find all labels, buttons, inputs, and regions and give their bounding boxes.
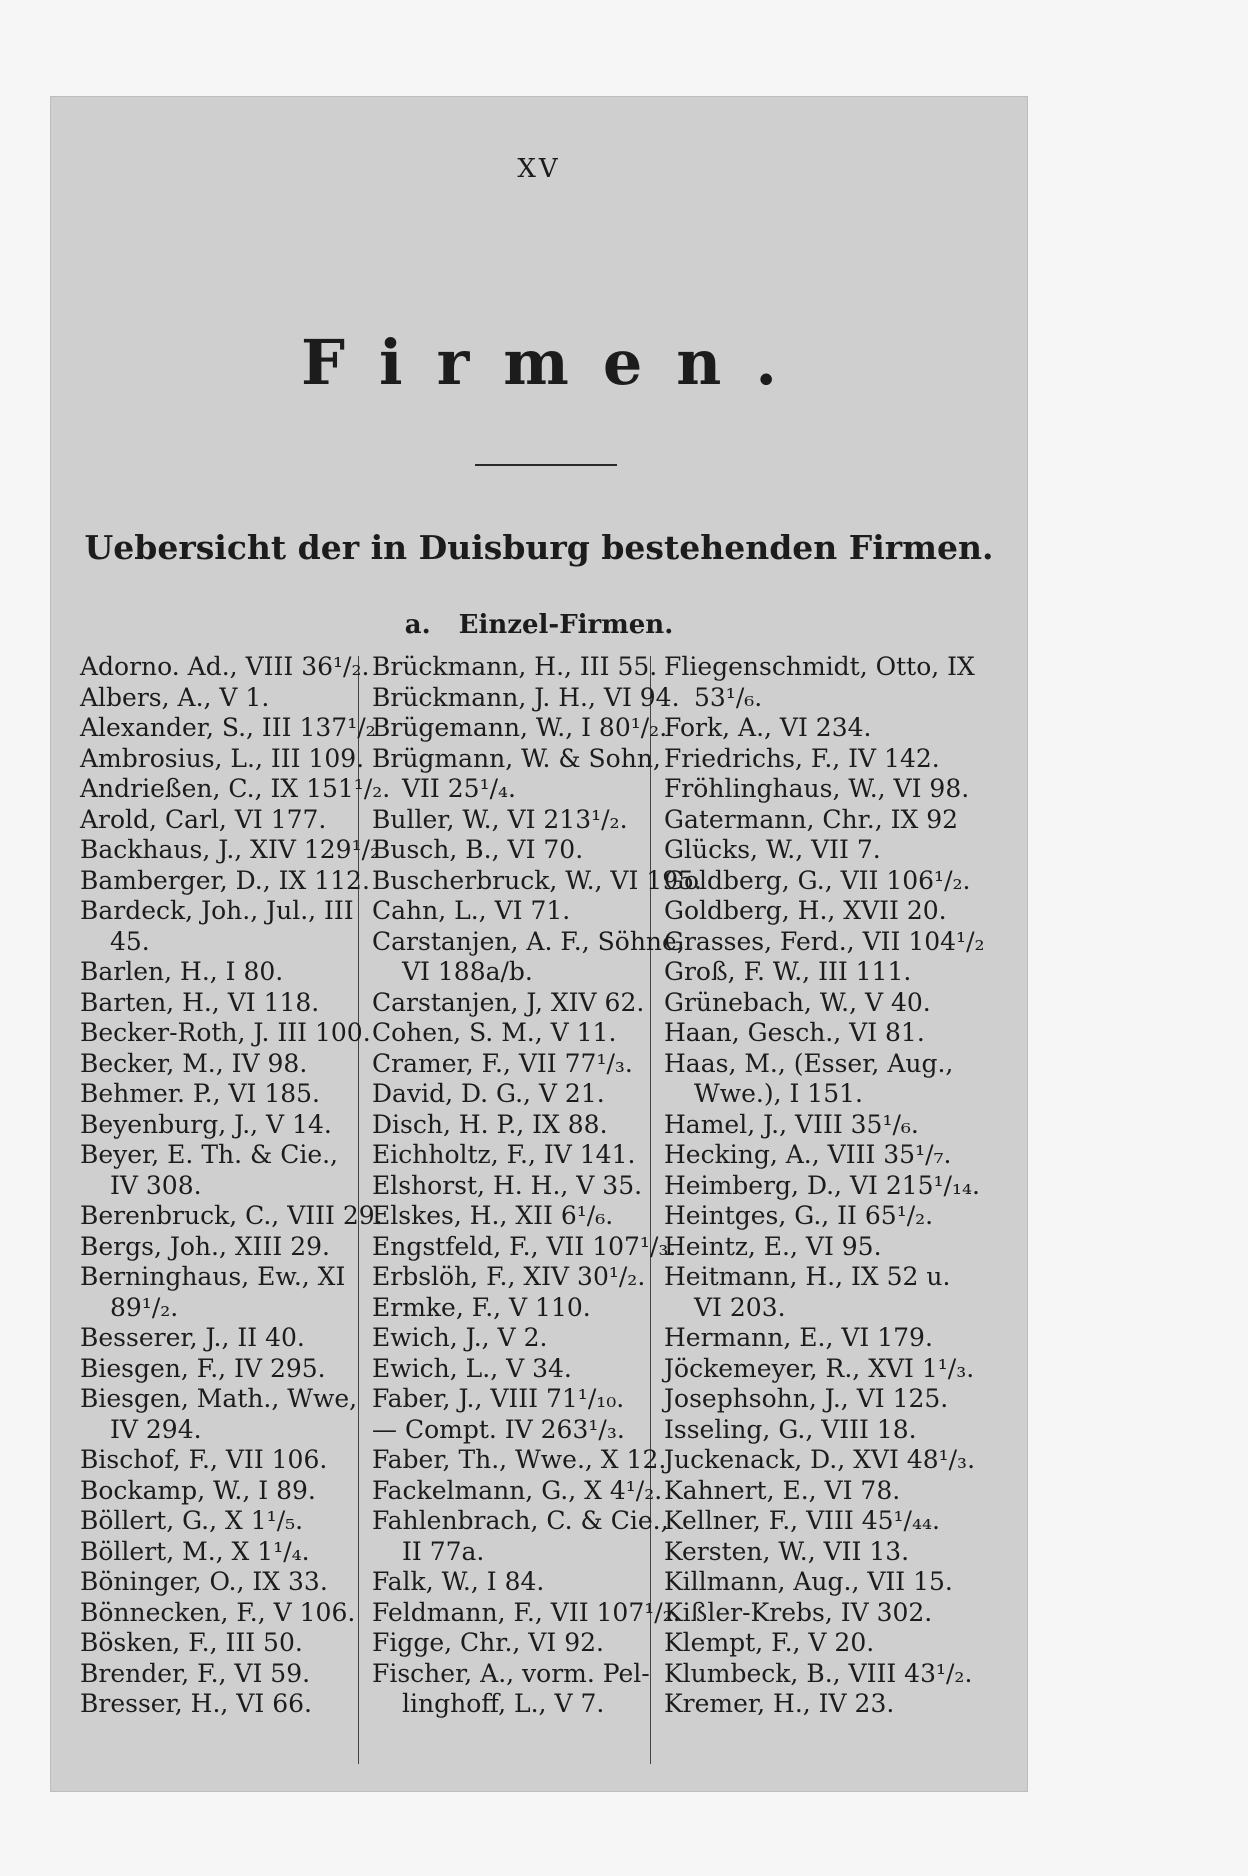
firm-entry	[664, 957, 970, 988]
firm-entry-text: Kißler-Krebs, IV 302.	[664, 1597, 933, 1627]
firm-entry-text: Barten, H., VI 118.	[80, 987, 320, 1017]
firm-entry	[80, 1323, 342, 1354]
firm-entry	[664, 774, 970, 805]
firm-entry-text: — Compt. IV 263¹/₃.	[372, 1414, 625, 1444]
firm-entry	[372, 1506, 669, 1567]
firm-entry-text: Kremer, H., IV 23.	[664, 1689, 895, 1718]
firm-entry	[664, 866, 970, 897]
firm-entry	[664, 1201, 970, 1232]
firm-entry-continuation: 45.	[110, 926, 150, 956]
firm-entry-text: Friedrichs, F., IV 142.	[664, 743, 940, 773]
firm-entry	[372, 1628, 634, 1659]
firm-entry-text: Bönnecken, F., V 106.	[80, 1597, 356, 1627]
firm-entry	[80, 1018, 371, 1049]
firm-entry-text: Klumbeck, B., VIII 43¹/₂.	[664, 1658, 973, 1688]
firm-entry-text: Biesgen, F., IV 295.	[80, 1353, 326, 1383]
firm-entry	[372, 1231, 677, 1263]
firm-entry-text: Eichholtz, F., IV 141.	[372, 1140, 636, 1169]
firm-entry-continuation: linghoff, L., V 7.	[402, 1689, 605, 1718]
firm-entry-text: Brügemann, W., I 80¹/₂.	[372, 713, 668, 742]
firm-entry-text: Kahnert, E., VI 78.	[664, 1475, 901, 1505]
firm-entry-text: Berninghaus, Ew., XI	[80, 1262, 346, 1291]
firm-entry	[664, 1170, 980, 1202]
firm-entry	[664, 926, 985, 958]
firm-entry	[372, 1170, 643, 1202]
firm-entry-text: Kersten, W., VII 13.	[664, 1536, 910, 1566]
firm-entry-text: Faber, J., VIII 71¹/₁₀.	[372, 1384, 625, 1413]
firm-entry-text: Albers, A., V 1.	[80, 682, 270, 712]
firm-entry-text: Heitmann, H., IX 52 u.	[664, 1262, 951, 1291]
firm-entry-text: Biesgen, Math., Wwe,	[80, 1384, 358, 1413]
firm-entry-text: Haan, Gesch., VI 81.	[664, 1018, 925, 1047]
firm-entry	[372, 1049, 634, 1080]
firm-entry-text: Buscherbruck, W., VI 195.	[372, 865, 702, 895]
title-rule	[475, 464, 617, 466]
firm-entry	[664, 713, 970, 744]
firm-entry-text: Brückmann, H., III 55.	[372, 652, 658, 681]
firm-entry	[80, 1659, 342, 1690]
firm-entry-text: Berenbruck, C., VIII 29.	[80, 1201, 383, 1230]
firm-entry	[664, 1384, 970, 1415]
firm-entry	[372, 805, 634, 836]
firm-entry-text: Bamberger, D., IX 112.	[80, 865, 370, 895]
firm-entry	[664, 1598, 970, 1629]
firm-entry-text: Fliegenschmidt, Otto, IX	[664, 652, 975, 681]
firm-entry	[372, 743, 661, 805]
firm-entry-text: Cahn, L., VI 71.	[372, 896, 571, 925]
firm-entry-text: Glücks, W., VII 7.	[664, 835, 881, 864]
firm-entry-text: Carstanjen, A. F., Söhne,	[372, 926, 685, 956]
scanned-page	[50, 96, 1028, 1792]
firm-entry-continuation: VII 25¹/₄.	[402, 774, 516, 803]
firm-entry-text: Backhaus, J., XIV 129¹/₂	[80, 835, 381, 864]
firm-entry-text: Ambrosius, L., III 109.	[80, 743, 365, 773]
firm-entry	[372, 896, 634, 927]
firm-entry	[80, 1476, 342, 1507]
firm-entry-continuation: II 77a.	[402, 1536, 485, 1566]
firm-entry-continuation: Wwe.), I 151.	[694, 1079, 863, 1108]
firm-entry	[664, 1415, 970, 1446]
firm-entry	[80, 1597, 356, 1629]
firm-entry-text: Behmer. P., VI 185.	[80, 1079, 321, 1108]
firm-entry	[80, 1567, 342, 1598]
firm-entry-continuation: IV 294.	[110, 1414, 202, 1444]
firm-entry	[664, 1262, 970, 1323]
firm-entry-text: Alexander, S., III 137¹/₂	[80, 713, 376, 742]
firm-entry	[372, 1567, 634, 1598]
firm-entry	[80, 652, 370, 683]
firm-entry-text: Bösken, F., III 50.	[80, 1628, 303, 1657]
firm-entry	[80, 1201, 383, 1232]
firm-entry-text: Barlen, H., I 80.	[80, 957, 284, 986]
section-label: Einzel-Firmen.	[458, 610, 674, 640]
firm-entry-text: Bockamp, W., I 89.	[80, 1475, 316, 1505]
firm-entry-text: Bresser, H., VI 66.	[80, 1689, 312, 1718]
firm-entry	[664, 1537, 970, 1568]
firm-entry	[80, 865, 370, 897]
firm-entry	[664, 1018, 970, 1049]
firm-entry-text: Fröhlinghaus, W., VI 98.	[664, 774, 970, 803]
firm-entry-continuation: 53¹/₆.	[694, 682, 763, 712]
firm-entry	[372, 1384, 634, 1415]
firm-entry	[664, 1658, 973, 1690]
firm-column-3	[664, 652, 985, 1720]
section-marker: a.	[404, 610, 431, 640]
firm-entry	[80, 835, 381, 866]
firm-entry-text: Erbslöh, F., XIV 30¹/₂.	[372, 1262, 646, 1291]
firm-entry	[372, 1445, 667, 1476]
firm-entry-text: David, D. G., V 21.	[372, 1079, 605, 1108]
firm-entry	[372, 926, 685, 988]
firm-entry-text: Goldberg, G., VII 106¹/₂.	[664, 865, 971, 895]
firm-entry-text: Ewich, J., V 2.	[372, 1323, 548, 1352]
firm-entry	[372, 1354, 634, 1385]
firm-entry-text: Bardeck, Joh., Jul., III	[80, 896, 354, 925]
firm-entry-text: Hamel, J., VIII 35¹/₆.	[664, 1109, 919, 1139]
firm-entry	[372, 835, 634, 866]
firm-entry-text: Brügmann, W. & Sohn,	[372, 743, 661, 773]
firm-entry	[664, 1323, 970, 1354]
firm-entry-text: Gatermann, Chr., IX 92	[664, 804, 959, 834]
firm-entry-text: Andrießen, C., IX 151¹/₂.	[80, 774, 391, 803]
firm-entry	[372, 652, 658, 683]
firm-entry-text: Figge, Chr., VI 92.	[372, 1628, 604, 1657]
firm-entry-text: Hermann, E., VI 179.	[664, 1323, 933, 1352]
firm-entry-text: Beyenburg, J., V 14.	[80, 1109, 332, 1139]
firm-entry	[80, 1628, 342, 1659]
firm-entry	[372, 713, 668, 744]
firm-entry	[80, 1506, 342, 1537]
firm-entry	[664, 1476, 970, 1507]
firm-entry-text: Elshorst, H. H., V 35.	[372, 1170, 643, 1200]
firm-entry	[664, 805, 970, 836]
firm-entry	[80, 1262, 346, 1323]
firm-entry	[372, 1597, 681, 1629]
firm-entry-text: Groß, F. W., III 111.	[664, 957, 912, 986]
firm-entry-text: Haas, M., (Esser, Aug.,	[664, 1048, 954, 1078]
firm-entry-continuation: 89¹/₂.	[110, 1292, 179, 1322]
firm-entry-text: Becker, M., IV 98.	[80, 1048, 308, 1078]
firm-entry-text: Carstanjen, J, XIV 62.	[372, 987, 645, 1017]
firm-entry-text: Ermke, F., V 110.	[372, 1292, 591, 1322]
firm-entry	[80, 743, 365, 775]
firm-entry-text: Beyer, E. Th. & Cie.,	[80, 1140, 339, 1169]
firm-entry-text: Falk, W., I 84.	[372, 1567, 545, 1596]
firm-entry-text: Becker-Roth, J. III 100.	[80, 1018, 371, 1047]
firm-entry	[372, 1658, 650, 1720]
firm-entry	[80, 1445, 342, 1476]
firm-entry	[80, 1354, 342, 1385]
firm-column-1	[80, 652, 391, 1720]
firm-entry	[372, 1475, 663, 1507]
firm-entry	[664, 1506, 970, 1537]
firm-entry-continuation: IV 308.	[110, 1170, 202, 1200]
firm-entry	[372, 1323, 634, 1354]
firm-entry-text: Grünebach, W., V 40.	[664, 987, 931, 1017]
firm-entry-text: Buller, W., VI 213¹/₂.	[372, 804, 628, 834]
firm-entry-text: Faber, Th., Wwe., X 12.	[372, 1445, 667, 1474]
firm-entry-text: Engstfeld, F., VII 107¹/₃.	[372, 1231, 677, 1261]
firm-entry	[80, 1689, 342, 1720]
firm-entry	[664, 1049, 970, 1110]
firm-entry	[372, 1415, 634, 1446]
firm-entry-text: Klempt, F., V 20.	[664, 1628, 875, 1657]
firm-entry	[80, 1079, 342, 1110]
firm-entry	[664, 1445, 976, 1476]
firm-entry	[664, 896, 970, 927]
firm-entry-text: Hecking, A., VIII 35¹/₇.	[664, 1140, 952, 1169]
firm-entry	[80, 1049, 342, 1080]
firm-entry	[80, 896, 354, 957]
page-subtitle: Uebersicht der in Duisburg bestehenden Firmen.	[84, 528, 994, 567]
firm-entry	[372, 1110, 634, 1141]
firm-entry-text: Besserer, J., II 40.	[80, 1323, 305, 1352]
firm-entry-text: Fackelmann, G., X 4¹/₂.	[372, 1475, 663, 1505]
firm-entry	[664, 652, 975, 713]
firm-entry	[80, 1232, 342, 1263]
firm-entry-text: Cohen, S. M., V 11.	[372, 1018, 617, 1047]
firm-entry-text: Juckenack, D., XVI 48¹/₃.	[664, 1445, 976, 1474]
firm-entry	[372, 682, 680, 714]
firm-entry-text: Heintges, G., II 65¹/₂.	[664, 1201, 934, 1230]
firm-entry	[664, 1232, 970, 1263]
firm-entry	[80, 1110, 342, 1141]
firm-entry-text: Jöckemeyer, R., XVI 1¹/₃.	[664, 1353, 975, 1383]
firm-entry-text: Ewich, L., V 34.	[372, 1353, 572, 1383]
firm-entry-text: Feldmann, F., VII 107¹/₂.	[372, 1597, 681, 1627]
firm-entry	[80, 713, 376, 744]
firm-entry-text: Brender, F., VI 59.	[80, 1658, 311, 1688]
firm-entry-text: Disch, H. P., IX 88.	[372, 1109, 608, 1139]
firm-entry	[372, 1201, 634, 1232]
firm-entry	[80, 683, 342, 714]
firm-entry	[664, 1140, 970, 1171]
firm-entry	[80, 957, 342, 988]
firm-entry-text: Bischof, F., VII 106.	[80, 1445, 328, 1474]
firm-entry-text: Josephsohn, J., VI 125.	[664, 1384, 949, 1413]
firm-entry	[372, 1018, 634, 1049]
firm-column-2	[372, 652, 702, 1720]
firm-entry-text: Böllert, G., X 1¹/₅.	[80, 1506, 304, 1535]
firm-entry	[664, 1689, 970, 1720]
firm-entry	[80, 774, 391, 805]
firm-entry	[664, 1628, 970, 1659]
firm-entry-continuation: VI 203.	[694, 1292, 786, 1322]
firm-entry-text: Fischer, A., vorm. Pel-	[372, 1658, 650, 1688]
section-heading	[50, 610, 1028, 640]
firm-entry-text: Busch, B., VI 70.	[372, 835, 584, 864]
firm-entry	[80, 988, 342, 1019]
firm-entry	[664, 1353, 975, 1385]
firm-entry	[80, 1384, 358, 1445]
firm-entry	[664, 988, 970, 1019]
firm-entry-text: Brückmann, J. H., VI 94.	[372, 682, 680, 712]
firm-entry-text: Adorno. Ad., VIII 36¹/₂.	[80, 652, 370, 681]
firm-entry-text: Cramer, F., VII 77¹/₃.	[372, 1048, 633, 1078]
page-title: Firmen.	[301, 326, 811, 399]
firm-entry-text: Arold, Carl, VI 177.	[80, 804, 327, 834]
firm-entry-text: Bergs, Joh., XIII 29.	[80, 1231, 330, 1261]
firm-entry	[80, 805, 342, 836]
firm-entry-text: Elskes, H., XII 6¹/₆.	[372, 1201, 614, 1230]
firm-entry	[372, 865, 702, 897]
firm-entry	[372, 1293, 634, 1324]
firm-entry	[372, 987, 645, 1019]
firm-entry-continuation: VI 188a/b.	[402, 957, 533, 986]
firm-entry	[664, 1567, 970, 1598]
firm-entry	[80, 1140, 342, 1201]
firm-entry	[372, 1262, 646, 1293]
firm-entry-text: Isseling, G., VIII 18.	[664, 1414, 917, 1444]
firm-entry	[372, 1079, 634, 1110]
firm-entry-text: Fork, A., VI 234.	[664, 713, 872, 742]
firm-entry-text: Killmann, Aug., VII 15.	[664, 1567, 953, 1596]
firm-entry	[664, 744, 970, 775]
firm-entry-text: Heimberg, D., VI 215¹/₁₄.	[664, 1170, 980, 1200]
firm-entry	[664, 1110, 970, 1141]
firm-entry-text: Goldberg, H., XVII 20.	[664, 896, 947, 925]
firm-entry-text: Heintz, E., VI 95.	[664, 1231, 882, 1261]
firm-entry	[80, 1537, 342, 1568]
firm-entry-text: Böninger, O., IX 33.	[80, 1567, 328, 1596]
firm-entry-text: Grasses, Ferd., VII 104¹/₂	[664, 926, 985, 956]
firm-entry-text: Böllert, M., X 1¹/₄.	[80, 1536, 310, 1566]
firm-entry-text: Kellner, F., VIII 45¹/₄₄.	[664, 1506, 940, 1535]
page-number: XV	[517, 154, 561, 184]
firm-entry	[664, 835, 970, 866]
firm-entry	[372, 1140, 634, 1171]
firm-entry-text: Fahlenbrach, C. & Cie.,	[372, 1506, 669, 1535]
